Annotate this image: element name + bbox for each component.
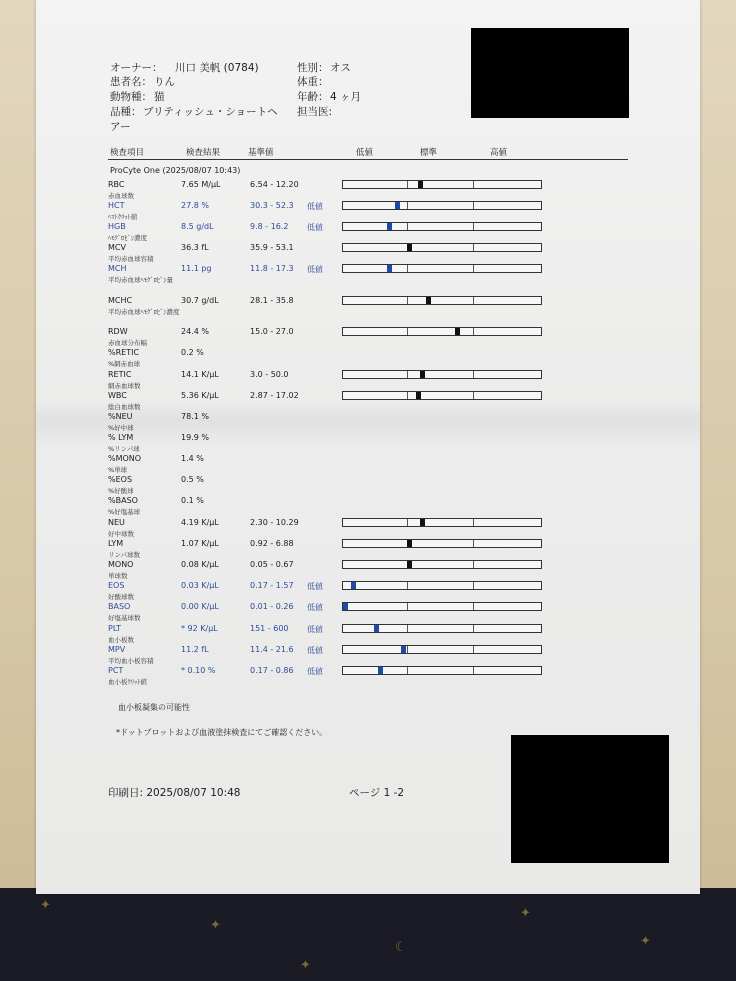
range-bar-divider bbox=[407, 223, 408, 230]
row-code: MCV bbox=[108, 243, 126, 252]
range-bar bbox=[342, 370, 542, 379]
range-bar-divider bbox=[473, 582, 474, 589]
row-result: 0.08 K/μL bbox=[181, 560, 219, 569]
row-result: 78.1 % bbox=[181, 412, 209, 421]
row-code: MCH bbox=[108, 264, 127, 273]
row-name: 赤血球数 bbox=[108, 192, 134, 200]
range-bar-divider bbox=[473, 540, 474, 547]
row-code: RDW bbox=[108, 327, 128, 336]
owner-value: 川口 美帆 (0784) bbox=[175, 62, 259, 74]
row-name: 平均赤血球ﾍﾓｸﾞﾛﾋﾞﾝ濃度 bbox=[108, 308, 180, 316]
row-result: 27.8 % bbox=[181, 201, 209, 210]
row-result: 0.2 % bbox=[181, 348, 204, 357]
range-bar-marker bbox=[343, 603, 348, 610]
col-low-header: 低値 bbox=[356, 148, 374, 158]
row-code: RETIC bbox=[108, 370, 132, 379]
range-bar-marker bbox=[420, 371, 425, 378]
row-code: %EOS bbox=[108, 475, 133, 484]
range-bar-divider bbox=[473, 181, 474, 188]
range-bar-divider bbox=[473, 244, 474, 251]
row-code: RBC bbox=[108, 180, 125, 189]
row-code: HCT bbox=[108, 201, 125, 210]
row-result: 11.2 fL bbox=[181, 645, 209, 654]
range-bar-marker bbox=[407, 244, 412, 251]
range-bar bbox=[342, 327, 542, 336]
range-bar-marker bbox=[374, 625, 379, 632]
star-pattern-icon: ✦ bbox=[210, 918, 221, 933]
row-flag: 低値 bbox=[307, 582, 323, 591]
row-code: %MONO bbox=[108, 454, 142, 463]
row-code: NEU bbox=[108, 518, 125, 527]
range-bar-divider bbox=[473, 223, 474, 230]
row-code: PLT bbox=[108, 624, 122, 633]
row-result: 24.4 % bbox=[181, 327, 209, 336]
row-code: %NEU bbox=[108, 412, 133, 421]
range-bar-marker bbox=[407, 540, 412, 547]
range-bar-divider bbox=[407, 181, 408, 188]
range-bar bbox=[342, 222, 542, 231]
row-flag: 低値 bbox=[307, 625, 323, 634]
row-code: % LYM bbox=[108, 433, 134, 442]
row-result: 8.5 g/dL bbox=[181, 222, 214, 231]
row-reference-range: 0.01 - 0.26 bbox=[250, 602, 294, 611]
row-name: 総白血球数 bbox=[108, 403, 141, 411]
range-bar-marker bbox=[420, 519, 425, 526]
row-code: MCHC bbox=[108, 296, 133, 305]
row-result: 5.36 K/μL bbox=[181, 391, 219, 400]
note-smear-check: *ドットプロットおよび血液塗抹検査にてご確認ください。 bbox=[116, 728, 328, 737]
row-name: 血小板数 bbox=[108, 636, 134, 644]
lab-report-paper bbox=[36, 0, 700, 894]
row-name: %好酸球 bbox=[108, 487, 134, 495]
row-name: 好塩基球数 bbox=[108, 614, 141, 622]
star-pattern-icon: ✦ bbox=[640, 934, 651, 949]
row-reference-range: 0.17 - 0.86 bbox=[250, 666, 294, 675]
breed-value-cont: アー bbox=[110, 121, 131, 133]
row-name: 平均赤血球容積 bbox=[108, 255, 154, 263]
range-bar-divider bbox=[407, 582, 408, 589]
row-code: BASO bbox=[108, 602, 131, 611]
row-reference-range: 2.30 - 10.29 bbox=[250, 518, 299, 527]
row-code: MONO bbox=[108, 560, 134, 569]
page-number: ページ 1 -2 bbox=[349, 787, 405, 799]
range-bar-marker bbox=[387, 223, 392, 230]
range-bar-divider bbox=[473, 561, 474, 568]
vet-label: 担当医: bbox=[297, 106, 333, 118]
row-code: WBC bbox=[108, 391, 127, 400]
range-bar-marker bbox=[426, 297, 431, 304]
range-bar-divider bbox=[473, 646, 474, 653]
row-name: ﾍﾓｸﾞﾛﾋﾞﾝ濃度 bbox=[108, 234, 147, 242]
row-name: ﾍﾏﾄｸﾘｯﾄ値 bbox=[108, 213, 138, 221]
patient-label: 患者名： bbox=[110, 76, 152, 88]
row-code: LYM bbox=[108, 539, 124, 548]
sex-value: オス bbox=[330, 62, 351, 74]
row-result: 11.1 pg bbox=[181, 264, 212, 273]
range-bar-marker bbox=[351, 582, 356, 589]
range-bar-divider bbox=[473, 202, 474, 209]
sex-label: 性別： bbox=[297, 62, 329, 74]
carpet-background bbox=[0, 888, 736, 981]
species-value: 猫 bbox=[154, 91, 165, 103]
row-flag: 低値 bbox=[307, 223, 323, 232]
row-reference-range: 2.87 - 17.02 bbox=[250, 391, 299, 400]
row-result: 0.00 K/μL bbox=[181, 602, 219, 611]
range-bar bbox=[342, 264, 542, 273]
row-reference-range: 3.0 - 50.0 bbox=[250, 370, 289, 379]
row-name: 網赤血球数 bbox=[108, 382, 141, 390]
row-flag: 低値 bbox=[307, 667, 323, 676]
range-bar-divider bbox=[407, 667, 408, 674]
redacted-block-bottom bbox=[511, 735, 669, 863]
row-name: 好中球数 bbox=[108, 530, 134, 538]
print-date: 印刷日: 2025/08/07 10:48 bbox=[108, 787, 241, 799]
range-bar-divider bbox=[407, 328, 408, 335]
range-bar-marker bbox=[455, 328, 460, 335]
range-bar-divider bbox=[407, 392, 408, 399]
range-bar-divider bbox=[407, 519, 408, 526]
range-bar-divider bbox=[407, 265, 408, 272]
row-name: 平均血小板容積 bbox=[108, 657, 154, 665]
range-bar-divider bbox=[473, 328, 474, 335]
row-code: PCT bbox=[108, 666, 124, 675]
row-reference-range: 0.92 - 6.88 bbox=[250, 539, 294, 548]
range-bar-divider bbox=[407, 646, 408, 653]
row-reference-range: 28.1 - 35.8 bbox=[250, 296, 294, 305]
weight-label: 体重： bbox=[297, 76, 329, 88]
row-name: %好塩基球 bbox=[108, 508, 141, 516]
star-pattern-icon: ✦ bbox=[300, 958, 311, 973]
row-code: %RETIC bbox=[108, 348, 140, 357]
range-bar-divider bbox=[407, 202, 408, 209]
row-result: 4.19 K/μL bbox=[181, 518, 219, 527]
star-pattern-icon: ✦ bbox=[40, 898, 51, 913]
row-reference-range: 35.9 - 53.1 bbox=[250, 243, 294, 252]
row-result: 14.1 K/μL bbox=[181, 370, 219, 379]
header-rule bbox=[108, 159, 628, 160]
range-bar bbox=[342, 539, 542, 548]
range-bar-divider bbox=[473, 603, 474, 610]
species-label: 動物種： bbox=[110, 91, 152, 103]
row-name: 赤血球分布幅 bbox=[108, 339, 147, 347]
range-bar bbox=[342, 201, 542, 210]
range-bar-divider bbox=[473, 371, 474, 378]
row-result: 1.07 K/μL bbox=[181, 539, 219, 548]
range-bar-divider bbox=[473, 625, 474, 632]
range-bar bbox=[342, 666, 542, 675]
range-bar bbox=[342, 180, 542, 189]
range-bar-marker bbox=[407, 561, 412, 568]
redacted-block-top bbox=[471, 28, 629, 118]
row-name: %網赤血球 bbox=[108, 360, 141, 368]
row-reference-range: 11.4 - 21.6 bbox=[250, 645, 294, 654]
row-result: * 0.10 % bbox=[181, 666, 216, 675]
row-result: 0.1 % bbox=[181, 496, 204, 505]
range-bar-divider bbox=[473, 519, 474, 526]
star-pattern-icon: ✦ bbox=[520, 906, 531, 921]
range-bar bbox=[342, 645, 542, 654]
row-result: 19.9 % bbox=[181, 433, 209, 442]
row-name: リンパ球数 bbox=[108, 551, 141, 559]
row-name: %リンパ球 bbox=[108, 445, 140, 453]
row-code: HGB bbox=[108, 222, 126, 231]
row-result: 0.5 % bbox=[181, 475, 204, 484]
col-normal-header: 標準 bbox=[420, 148, 438, 158]
row-reference-range: 11.8 - 17.3 bbox=[250, 264, 294, 273]
range-bar-marker bbox=[387, 265, 392, 272]
range-bar bbox=[342, 296, 542, 305]
instrument-label: ProCyte One (2025/08/07 10:43) bbox=[110, 166, 241, 175]
row-result: 0.03 K/μL bbox=[181, 581, 219, 590]
col-result-header: 検査結果 bbox=[186, 148, 221, 158]
range-bar bbox=[342, 391, 542, 400]
range-bar-marker bbox=[401, 646, 406, 653]
owner-label: オーナー： bbox=[110, 62, 163, 74]
range-bar-divider bbox=[473, 392, 474, 399]
patient-value: りん bbox=[154, 76, 175, 88]
moon-pattern-icon: ☾ bbox=[395, 940, 407, 955]
row-reference-range: 0.17 - 1.57 bbox=[250, 581, 294, 590]
row-code: %BASO bbox=[108, 496, 138, 505]
col-item-header: 検査項目 bbox=[110, 148, 145, 158]
range-bar-divider bbox=[407, 603, 408, 610]
range-bar-divider bbox=[473, 297, 474, 304]
row-flag: 低値 bbox=[307, 603, 323, 612]
row-name: 血小板ｸﾘｯﾄ値 bbox=[108, 678, 147, 686]
range-bar bbox=[342, 624, 542, 633]
row-result: 1.4 % bbox=[181, 454, 204, 463]
range-bar bbox=[342, 243, 542, 252]
row-reference-range: 15.0 - 27.0 bbox=[250, 327, 294, 336]
col-reference-header: 基準値 bbox=[248, 148, 274, 158]
range-bar bbox=[342, 602, 542, 611]
age-label: 年齢： bbox=[297, 91, 329, 103]
range-bar-divider bbox=[407, 371, 408, 378]
range-bar-divider bbox=[473, 265, 474, 272]
age-value: 4 ヶ月 bbox=[330, 91, 362, 103]
row-name: 平均赤血球ﾍﾓｸﾞﾛﾋﾞﾝ量 bbox=[108, 276, 173, 284]
row-reference-range: 151 - 600 bbox=[250, 624, 289, 633]
range-bar-marker bbox=[418, 181, 423, 188]
breed-label: 品種： bbox=[110, 106, 142, 118]
breed-value: ブリティッシュ・ショートヘ bbox=[143, 106, 278, 118]
range-bar-marker bbox=[378, 667, 383, 674]
range-bar-marker bbox=[416, 392, 421, 399]
row-result: 7.65 M/μL bbox=[181, 180, 221, 189]
row-code: EOS bbox=[108, 581, 125, 590]
range-bar-marker bbox=[395, 202, 400, 209]
row-name: 好酸球数 bbox=[108, 593, 134, 601]
note-platelet-aggregation: 血小板凝集の可能性 bbox=[118, 703, 190, 712]
row-reference-range: 30.3 - 52.3 bbox=[250, 201, 294, 210]
row-flag: 低値 bbox=[307, 646, 323, 655]
range-bar bbox=[342, 560, 542, 569]
range-bar bbox=[342, 581, 542, 590]
row-code: MPV bbox=[108, 645, 126, 654]
row-name: %好中球 bbox=[108, 424, 134, 432]
row-result: 30.7 g/dL bbox=[181, 296, 219, 305]
row-result: * 92 K/μL bbox=[181, 624, 218, 633]
col-high-header: 高値 bbox=[490, 148, 508, 158]
row-flag: 低値 bbox=[307, 202, 323, 211]
range-bar-divider bbox=[473, 667, 474, 674]
row-reference-range: 9.8 - 16.2 bbox=[250, 222, 289, 231]
row-name: %単球 bbox=[108, 466, 128, 474]
row-reference-range: 0.05 - 0.67 bbox=[250, 560, 294, 569]
row-result: 36.3 fL bbox=[181, 243, 209, 252]
row-flag: 低値 bbox=[307, 265, 323, 274]
row-name: 単球数 bbox=[108, 572, 128, 580]
range-bar-divider bbox=[407, 625, 408, 632]
range-bar bbox=[342, 518, 542, 527]
row-reference-range: 6.54 - 12.20 bbox=[250, 180, 299, 189]
range-bar-divider bbox=[407, 297, 408, 304]
